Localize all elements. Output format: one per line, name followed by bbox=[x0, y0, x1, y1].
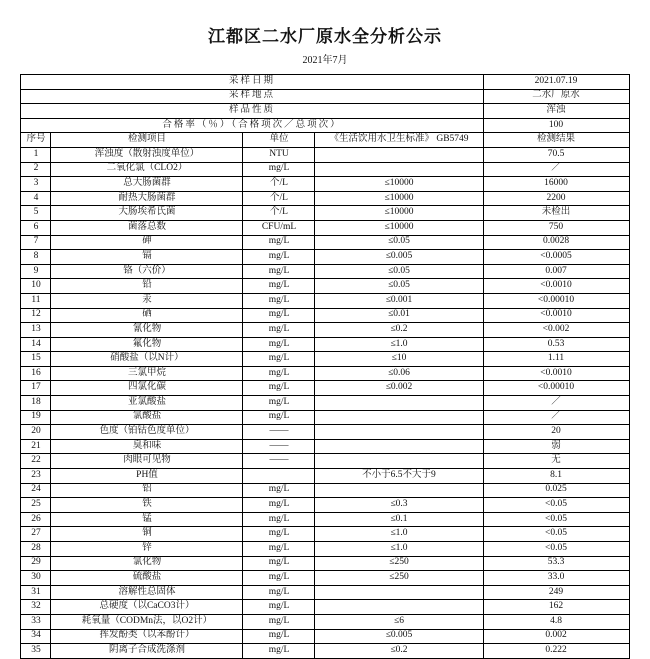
row-standard bbox=[315, 410, 483, 425]
row-result: <0.0010 bbox=[483, 279, 629, 294]
table-row bbox=[21, 323, 629, 338]
table-row bbox=[21, 220, 629, 235]
row-no: 13 bbox=[21, 323, 51, 338]
row-unit: mg/L bbox=[243, 410, 315, 425]
table-row bbox=[21, 483, 629, 498]
row-unit: mg/L bbox=[243, 614, 315, 629]
column-header-result: 检测结果 bbox=[483, 133, 629, 148]
table-row bbox=[21, 396, 629, 411]
row-result: <0.05 bbox=[483, 512, 629, 527]
row-standard bbox=[315, 162, 483, 177]
row-standard: 不小于6.5不大于9 bbox=[315, 469, 483, 484]
row-standard: ≤0.3 bbox=[315, 498, 483, 513]
row-item: 氰化物 bbox=[51, 323, 243, 338]
row-result: 无 bbox=[483, 454, 629, 469]
row-unit: 个/L bbox=[243, 191, 315, 206]
pass-rate-value: 100 bbox=[483, 118, 629, 133]
row-item: 溶解性总固体 bbox=[51, 585, 243, 600]
sampling-location-label: 采样地点 bbox=[21, 89, 483, 104]
table-row bbox=[21, 600, 629, 615]
row-unit: mg/L bbox=[243, 264, 315, 279]
row-result: <0.002 bbox=[483, 323, 629, 338]
row-unit: mg/L bbox=[243, 585, 315, 600]
row-standard: ≤0.005 bbox=[315, 629, 483, 644]
table-row bbox=[21, 614, 629, 629]
row-standard bbox=[315, 396, 483, 411]
row-result: 53.3 bbox=[483, 556, 629, 571]
row-no: 34 bbox=[21, 629, 51, 644]
row-unit: 个/L bbox=[243, 206, 315, 221]
table-row bbox=[21, 469, 629, 484]
column-header-row bbox=[21, 133, 629, 148]
row-result: 0.222 bbox=[483, 644, 629, 659]
row-result: ／ bbox=[483, 162, 629, 177]
table-row bbox=[21, 279, 629, 294]
row-no: 6 bbox=[21, 220, 51, 235]
row-standard bbox=[315, 600, 483, 615]
row-unit: mg/L bbox=[243, 235, 315, 250]
sampling-date-value: 2021.07.19 bbox=[483, 75, 629, 90]
table-row bbox=[21, 512, 629, 527]
row-standard: ≤0.06 bbox=[315, 366, 483, 381]
row-standard: ≤250 bbox=[315, 571, 483, 586]
row-item: 汞 bbox=[51, 293, 243, 308]
row-standard: ≤0.05 bbox=[315, 279, 483, 294]
analysis-table bbox=[20, 74, 629, 659]
table-row bbox=[21, 454, 629, 469]
row-item: 阴离子合成洗涤剂 bbox=[51, 644, 243, 659]
row-no: 29 bbox=[21, 556, 51, 571]
row-unit: mg/L bbox=[243, 279, 315, 294]
table-row bbox=[21, 439, 629, 454]
row-unit: mg/L bbox=[243, 381, 315, 396]
row-unit: mg/L bbox=[243, 162, 315, 177]
row-standard: ≤0.2 bbox=[315, 323, 483, 338]
row-unit: mg/L bbox=[243, 527, 315, 542]
row-result: 0.0028 bbox=[483, 235, 629, 250]
table-row bbox=[21, 235, 629, 250]
row-no: 7 bbox=[21, 235, 51, 250]
row-unit: mg/L bbox=[243, 352, 315, 367]
row-item: 砷 bbox=[51, 235, 243, 250]
table-row bbox=[21, 571, 629, 586]
row-item: 锌 bbox=[51, 542, 243, 557]
row-unit: mg/L bbox=[243, 600, 315, 615]
row-standard: ≤1.0 bbox=[315, 337, 483, 352]
row-item: 硝酸盐（以N计） bbox=[51, 352, 243, 367]
row-no: 18 bbox=[21, 396, 51, 411]
row-unit: 个/L bbox=[243, 177, 315, 192]
row-item: 镉 bbox=[51, 250, 243, 265]
row-result: 2200 bbox=[483, 191, 629, 206]
row-no: 20 bbox=[21, 425, 51, 440]
row-item: 氯化物 bbox=[51, 556, 243, 571]
row-unit: mg/L bbox=[243, 571, 315, 586]
row-item: 铅 bbox=[51, 279, 243, 294]
table-row bbox=[21, 527, 629, 542]
row-item: 二氧化氯（CLO2） bbox=[51, 162, 243, 177]
row-unit: mg/L bbox=[243, 498, 315, 513]
row-result: 0.025 bbox=[483, 483, 629, 498]
document-page bbox=[0, 22, 650, 655]
table-row bbox=[21, 542, 629, 557]
row-no: 32 bbox=[21, 600, 51, 615]
table-row bbox=[21, 629, 629, 644]
row-standard: ≤10000 bbox=[315, 220, 483, 235]
row-item: 亚氯酸盐 bbox=[51, 396, 243, 411]
row-result: <0.0010 bbox=[483, 366, 629, 381]
row-unit: mg/L bbox=[243, 512, 315, 527]
row-item: 氯酸盐 bbox=[51, 410, 243, 425]
row-item: 肉眼可见物 bbox=[51, 454, 243, 469]
sample-nature-value: 浑浊 bbox=[483, 104, 629, 119]
table-row bbox=[21, 191, 629, 206]
row-standard: ≤0.001 bbox=[315, 293, 483, 308]
row-unit: mg/L bbox=[243, 293, 315, 308]
row-result: <0.05 bbox=[483, 527, 629, 542]
row-result: 8.1 bbox=[483, 469, 629, 484]
page-subtitle: 2021年7月 bbox=[302, 55, 348, 66]
row-no: 16 bbox=[21, 366, 51, 381]
row-unit: —— bbox=[243, 454, 315, 469]
row-standard: ≤10000 bbox=[315, 177, 483, 192]
table-row bbox=[21, 585, 629, 600]
row-no: 2 bbox=[21, 162, 51, 177]
row-result: 70.5 bbox=[483, 147, 629, 162]
row-no: 27 bbox=[21, 527, 51, 542]
row-standard: ≤1.0 bbox=[315, 542, 483, 557]
column-header-no: 序号 bbox=[21, 133, 51, 148]
row-item: 耐热大肠菌群 bbox=[51, 191, 243, 206]
row-unit: —— bbox=[243, 439, 315, 454]
row-item: 浑浊度（散射浊度单位） bbox=[51, 147, 243, 162]
row-result: <0.05 bbox=[483, 498, 629, 513]
table-row bbox=[21, 366, 629, 381]
row-result: <0.0005 bbox=[483, 250, 629, 265]
row-no: 21 bbox=[21, 439, 51, 454]
row-unit: mg/L bbox=[243, 323, 315, 338]
row-result: 33.0 bbox=[483, 571, 629, 586]
column-header-item: 检测项目 bbox=[51, 133, 243, 148]
row-no: 22 bbox=[21, 454, 51, 469]
row-no: 23 bbox=[21, 469, 51, 484]
row-result: <0.05 bbox=[483, 542, 629, 557]
row-no: 30 bbox=[21, 571, 51, 586]
row-item: 三氯甲烷 bbox=[51, 366, 243, 381]
sample-nature-label: 样品性质 bbox=[21, 104, 483, 119]
row-unit: mg/L bbox=[243, 366, 315, 381]
row-result: 16000 bbox=[483, 177, 629, 192]
row-no: 25 bbox=[21, 498, 51, 513]
row-standard bbox=[315, 147, 483, 162]
row-result: 0.007 bbox=[483, 264, 629, 279]
row-item: 锰 bbox=[51, 512, 243, 527]
row-unit: mg/L bbox=[243, 250, 315, 265]
row-standard bbox=[315, 425, 483, 440]
table-row bbox=[21, 556, 629, 571]
row-standard bbox=[315, 439, 483, 454]
header-row-sampling-location bbox=[21, 89, 629, 104]
table-row bbox=[21, 381, 629, 396]
row-no: 35 bbox=[21, 644, 51, 659]
table-row bbox=[21, 293, 629, 308]
row-no: 14 bbox=[21, 337, 51, 352]
row-standard: ≤0.2 bbox=[315, 644, 483, 659]
table-row bbox=[21, 177, 629, 192]
table-row bbox=[21, 337, 629, 352]
table-row bbox=[21, 410, 629, 425]
table-row bbox=[21, 308, 629, 323]
row-standard: ≤250 bbox=[315, 556, 483, 571]
row-result: <0.00010 bbox=[483, 293, 629, 308]
row-item: 四氯化碳 bbox=[51, 381, 243, 396]
row-item: 硫酸盐 bbox=[51, 571, 243, 586]
row-unit: NTU bbox=[243, 147, 315, 162]
row-item: 总硬度（以CaCO3计） bbox=[51, 600, 243, 615]
row-unit: mg/L bbox=[243, 556, 315, 571]
row-unit: —— bbox=[243, 425, 315, 440]
column-header-unit: 单位 bbox=[243, 133, 315, 148]
row-no: 8 bbox=[21, 250, 51, 265]
row-standard: ≤1.0 bbox=[315, 527, 483, 542]
row-standard bbox=[315, 454, 483, 469]
row-no: 9 bbox=[21, 264, 51, 279]
table-row bbox=[21, 250, 629, 265]
row-result: <0.0010 bbox=[483, 308, 629, 323]
row-no: 4 bbox=[21, 191, 51, 206]
row-item: 铬（六价） bbox=[51, 264, 243, 279]
row-result: 1.11 bbox=[483, 352, 629, 367]
row-item: 臭和味 bbox=[51, 439, 243, 454]
row-result: ／ bbox=[483, 410, 629, 425]
row-no: 26 bbox=[21, 512, 51, 527]
row-standard: ≤10 bbox=[315, 352, 483, 367]
header-row-pass-rate bbox=[21, 118, 629, 133]
row-unit: CFU/mL bbox=[243, 220, 315, 235]
row-result: 0.002 bbox=[483, 629, 629, 644]
table-row bbox=[21, 264, 629, 279]
row-result: 4.8 bbox=[483, 614, 629, 629]
row-unit: mg/L bbox=[243, 644, 315, 659]
row-no: 19 bbox=[21, 410, 51, 425]
header-row-sample-nature bbox=[21, 104, 629, 119]
row-result: ／ bbox=[483, 396, 629, 411]
row-standard: ≤0.002 bbox=[315, 381, 483, 396]
row-standard: ≤0.005 bbox=[315, 250, 483, 265]
page-title: 江都区二水厂原水全分析公示 bbox=[208, 27, 442, 46]
row-standard bbox=[315, 483, 483, 498]
header-row-sampling-date bbox=[21, 75, 629, 90]
row-item: 挥发酚类（以苯酚计） bbox=[51, 629, 243, 644]
row-item: 菌落总数 bbox=[51, 220, 243, 235]
row-standard bbox=[315, 585, 483, 600]
table-row bbox=[21, 644, 629, 659]
row-no: 11 bbox=[21, 293, 51, 308]
row-item: 铁 bbox=[51, 498, 243, 513]
row-no: 31 bbox=[21, 585, 51, 600]
row-result: 未检出 bbox=[483, 206, 629, 221]
table-row bbox=[21, 498, 629, 513]
row-item: 铜 bbox=[51, 527, 243, 542]
row-unit bbox=[243, 469, 315, 484]
row-item: 总大肠菌群 bbox=[51, 177, 243, 192]
row-standard: ≤0.05 bbox=[315, 235, 483, 250]
row-unit: mg/L bbox=[243, 483, 315, 498]
row-no: 5 bbox=[21, 206, 51, 221]
row-unit: mg/L bbox=[243, 542, 315, 557]
table-row bbox=[21, 425, 629, 440]
table-row bbox=[21, 162, 629, 177]
row-result: <0.00010 bbox=[483, 381, 629, 396]
row-no: 33 bbox=[21, 614, 51, 629]
row-no: 15 bbox=[21, 352, 51, 367]
row-no: 17 bbox=[21, 381, 51, 396]
row-item: 耗氧量（CODMn法，以O2计） bbox=[51, 614, 243, 629]
column-header-standard: 《生活饮用水卫生标准》 GB5749 bbox=[315, 133, 483, 148]
row-item: PH值 bbox=[51, 469, 243, 484]
pass-rate-label: 合格率（％）（合格项次／总项次） bbox=[21, 118, 483, 133]
row-no: 12 bbox=[21, 308, 51, 323]
row-standard: ≤10000 bbox=[315, 191, 483, 206]
row-no: 3 bbox=[21, 177, 51, 192]
row-no: 24 bbox=[21, 483, 51, 498]
row-standard: ≤0.01 bbox=[315, 308, 483, 323]
row-unit: mg/L bbox=[243, 396, 315, 411]
sampling-location-value: 二水厂原水 bbox=[483, 89, 629, 104]
row-result: 0.53 bbox=[483, 337, 629, 352]
row-unit: mg/L bbox=[243, 337, 315, 352]
row-result: 750 bbox=[483, 220, 629, 235]
row-item: 硒 bbox=[51, 308, 243, 323]
row-unit: mg/L bbox=[243, 629, 315, 644]
table-row bbox=[21, 147, 629, 162]
row-no: 28 bbox=[21, 542, 51, 557]
row-no: 1 bbox=[21, 147, 51, 162]
row-no: 10 bbox=[21, 279, 51, 294]
table-row bbox=[21, 206, 629, 221]
sampling-date-label: 采样日期 bbox=[21, 75, 483, 90]
row-item: 氟化物 bbox=[51, 337, 243, 352]
table-body bbox=[21, 75, 629, 659]
row-item: 色度（铂钴色度单位） bbox=[51, 425, 243, 440]
row-item: 大肠埃希氏菌 bbox=[51, 206, 243, 221]
row-item: 铝 bbox=[51, 483, 243, 498]
row-standard: ≤0.05 bbox=[315, 264, 483, 279]
row-standard: ≤0.1 bbox=[315, 512, 483, 527]
row-result: 162 bbox=[483, 600, 629, 615]
row-result: 249 bbox=[483, 585, 629, 600]
row-standard: ≤6 bbox=[315, 614, 483, 629]
table-row bbox=[21, 352, 629, 367]
row-result: 20 bbox=[483, 425, 629, 440]
row-unit: mg/L bbox=[243, 308, 315, 323]
row-standard: ≤10000 bbox=[315, 206, 483, 221]
row-result: 弱 bbox=[483, 439, 629, 454]
